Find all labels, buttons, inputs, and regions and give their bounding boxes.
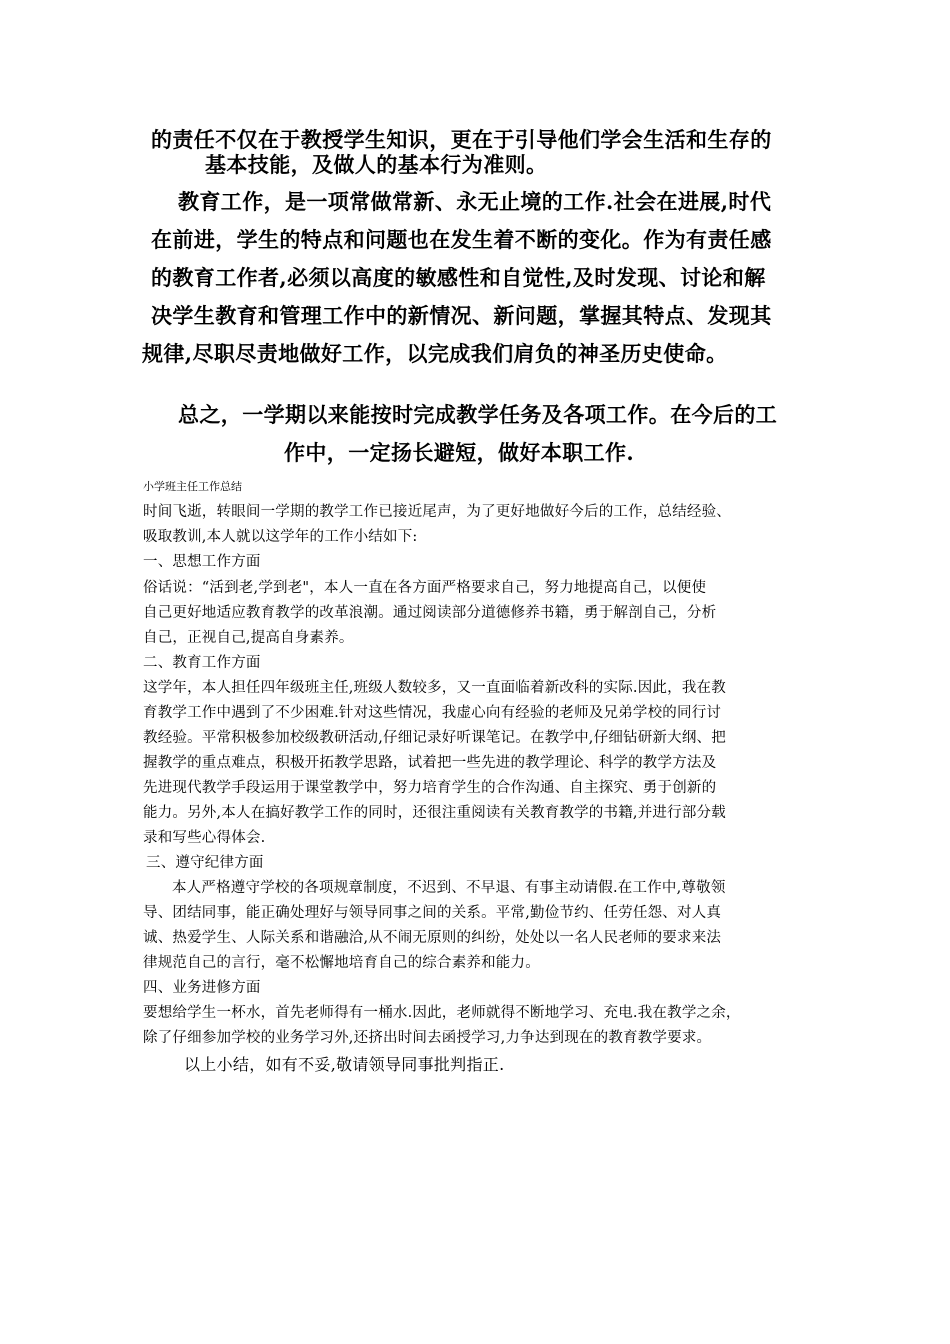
section-line: 诚、热爱学生、人际关系和谐融洽,从不闹无原则的纠纷，处处以一名人民老师的要求来法 [143,930,722,946]
section-line: 本人严格遵守学校的各项规章制度，不迟到、不早退、有事主动请假.在工作中,尊敬领 [172,880,726,896]
body-line: 规律,尽职尽责地做好工作，以完成我们肩负的神圣历史使命。 [142,341,728,366]
section-line: 先进现代教学手段运用于课堂教学中，努力培育学生的合作沟通、自主探究、勇于创新的 [143,780,717,796]
body-line: 总之，一学期以来能按时完成教学任务及各项工作。在今后的工 [178,402,778,427]
section-line: 自己，正视自己,提高自身素养。 [143,630,354,646]
intro-line: 时间飞逝，转眼间一学期的教学工作已接近尾声，为了更好地做好今后的工作，总结经验、 [143,504,731,520]
section-heading: 四、业务进修方面 [143,980,261,996]
section-line: 握教学的重点难点，积极开拓教学思路，试着把一些先进的教学理论、科学的教学方法及 [143,755,717,771]
section-heading: 二、教育工作方面 [143,655,261,671]
section-line: 除了仔细参加学校的业务学习外,还挤出时间去函授学习,力争达到现在的教育教学要求。 [143,1030,712,1046]
section-heading: 三、遵守纪律方面 [146,855,264,871]
section-line: 俗话说：“活到老,学到老"，本人一直在各方面严格要求自己，努力地提高自己，以便使 [143,580,707,596]
section-line: 律规范自己的言行，毫不松懈地培育自己的综合素养和能力。 [143,955,540,971]
closing-remark: 以上小结，如有不妥,敬请领导同事批判指正. [184,1055,505,1074]
body-line: 的教育工作者,必须以高度的敏感性和自觉性,及时发现、讨论和解 [151,265,766,290]
section-line: 育教学工作中遇到了不少困难.针对这些情况，我虚心向有经验的老师及兄弟学校的同行讨 [143,705,722,721]
section-line: 导、团结同事，能正确处理好与领导同事之间的关系。平常,勤俭节约、任劳任怨、对人真 [143,905,722,921]
body-line: 的责任不仅在于教授学生知识，更在于引导他们学会生活和生存的 [151,127,772,152]
intro-line: 吸取教训,本人就以这学年的工作小结如下: [143,529,418,545]
section-line: 自己更好地适应教育教学的改革浪潮。通过阅读部分道德修养书籍，勇于解剖自己，分析 [143,605,717,621]
section-line: 教经验。平常积极参加校级教研活动,仔细记录好听课笔记。在教学中,仔细钻研新大纲、把 [143,730,726,746]
section-heading: 一、思想工作方面 [143,554,261,570]
section-line: 能力。另外,本人在搞好教学工作的同时，还很注重阅读有关教育教学的书籍,并进行部分载 [143,805,726,821]
body-line: 决学生教育和管理工作中的新情况、新问题，掌握其特点、发现其 [151,303,772,328]
section-line: 录和写些心得体会. [143,830,266,846]
body-line: 在前进，学生的特点和问题也在发生着不断的变化。作为有责任感 [151,227,772,252]
body-line: 教育工作，是一项常做常新、永无止境的工作.社会在进展,时代 [178,189,772,214]
article-title: 小学班主任工作总结 [143,480,242,493]
body-line: 作中，一定扬长避短，做好本职工作. [284,440,635,465]
body-line: 基本技能，及做人的基本行为准则。 [205,152,548,177]
section-line: 要想给学生一杯水，首先老师得有一桶水.因此，老师就得不断地学习、充电.我在教学之余， [143,1005,741,1021]
section-line: 这学年，本人担任四年级班主任,班级人数较多，又一直面临着新改科的实际.因此，我在教 [143,680,726,696]
